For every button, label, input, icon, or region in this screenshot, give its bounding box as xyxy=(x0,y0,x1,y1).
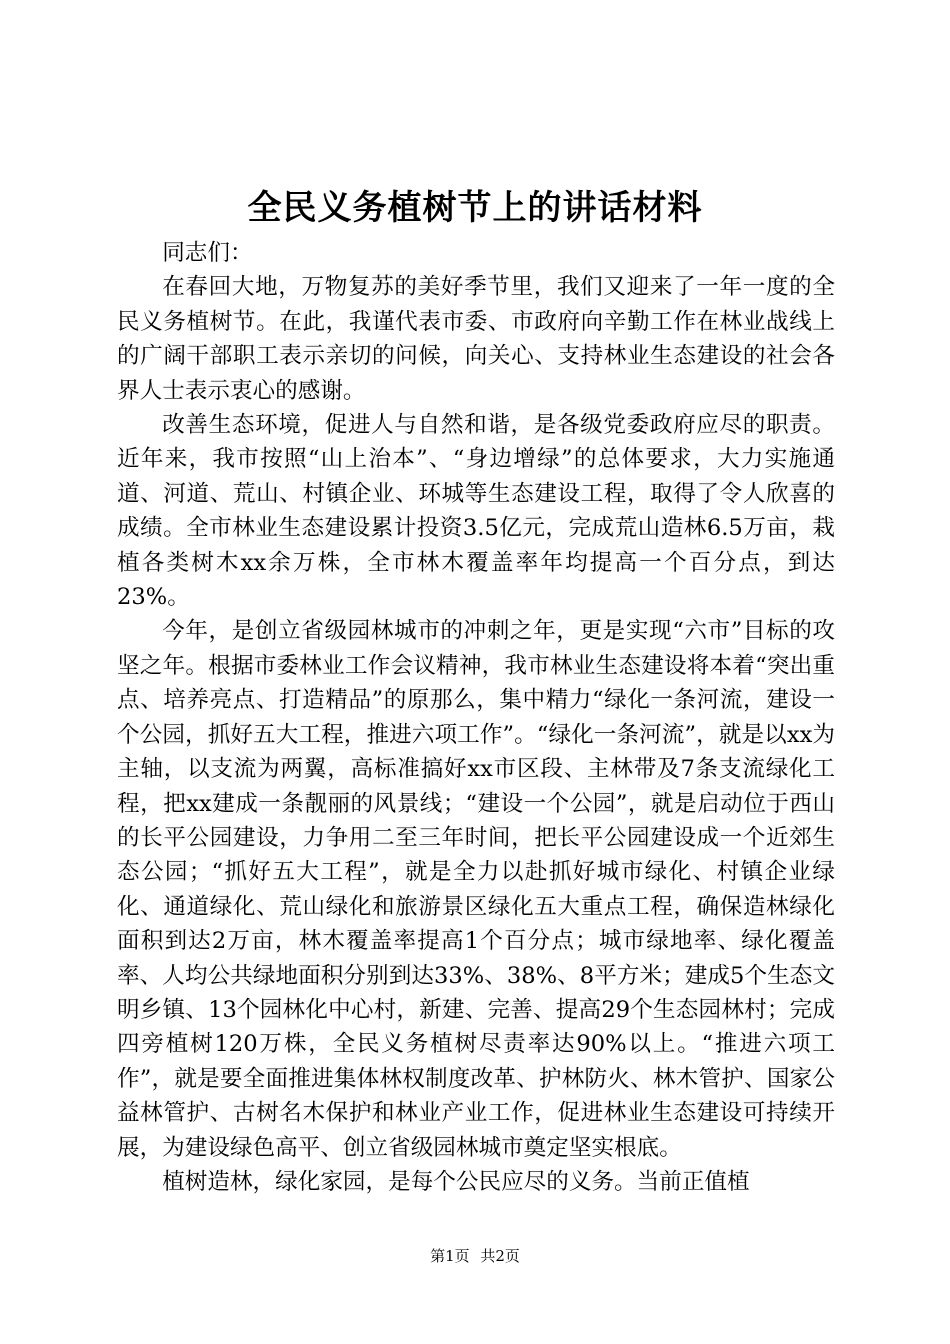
paragraph-2: 改善生态环境，促进人与自然和谐，是各级党委政府应尽的职责。近年来，我市按照“山上治本”、“身边增绿”的总体要求，大力实施通道、河道、荒山、村镇企业、环城等生态建设工程，取得了令人欣喜的成绩。全市林业生态建设累计投资3.5亿元，完成荒山造林6.5万亩，栽植各类树木xx余万株，全市林木覆盖率年均提高一个百分点，到达23%。 xyxy=(117,412,835,611)
document-title: 全民义务植树节上的讲话材料 xyxy=(247,188,703,228)
paragraph-4: 植树造林，绿化家园，是每个公民应尽的义务。当前正值植 xyxy=(162,1168,750,1195)
greeting: 同志们： xyxy=(162,240,253,266)
page-footer xyxy=(0,1244,950,1268)
paragraph-1: 在春回大地，万物复苏的美好季节里，我们又迎来了一年一度的全民义务植树节。在此，我谨代表市委、市政府向辛勤工作在林业战线上的广阔干部职工表示亲切的问候，向关心、支持林业生态建设的社会各界人士表示衷心的感谢。 xyxy=(117,274,835,404)
page-number: 第1页 xyxy=(430,1247,470,1265)
paragraph-3: 今年，是创立省级园林城市的冲刺之年，更是实现“六市”目标的攻坚之年。根据市委林业工作会议精神，我市林业生态建设将本着“突出重点、培养亮点、打造精品”的原那么，集中精力“绿化一条河流，建设一个公园，抓好五大工程，推进六项工作”。“绿化一条河流”，就是以xx为主轴，以支流为两翼，高标准搞好xx市区段、主林带及7条支流绿化工程，把xx建成一条靓丽的风景线；“建设一个公园”，就是启动位于西山的长平公园建设，力争用二至三年时间，把长平公园建设成一个近郊生态公园；“抓好五大工程”，就是全力以赴抓好城市绿化、村镇企业绿化、通道绿化、荒山绿化和旅游景区绿化五大重点工程，确保造林绿化面积到达2万亩，林木覆盖率提高1个百分点；城市绿地率、绿化覆盖率、人均公共绿地面积分别到达33%、38%、8平方米；建成5个生态文明乡镇、13个园林化中心村，新建、完善、提高29个生态园林村；完成四旁植树120万株，全民义务植树尽责率达90%以上。“推进六项工作”，就是要全面推进集体林权制度改革、护林防火、林木管护、国家公益林管护、古树名木保护和林业产业工作，促进林业生态建设可持续开展，为建设绿色高平、创立省级园林城市奠定坚实根底。 xyxy=(117,618,835,1161)
document-body xyxy=(117,236,835,1199)
page-total: 共2页 xyxy=(480,1247,520,1265)
